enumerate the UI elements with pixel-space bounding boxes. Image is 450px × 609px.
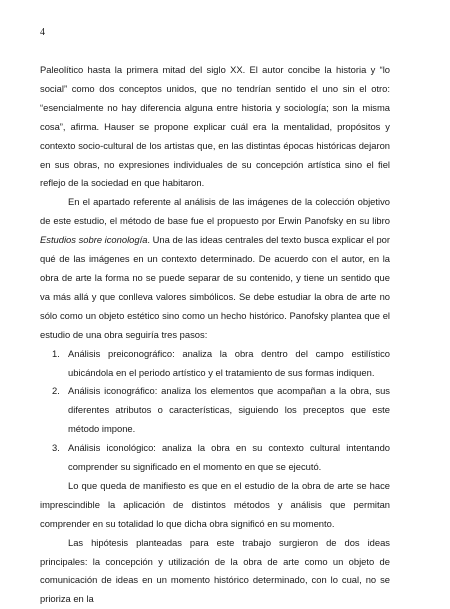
paragraph-conclusion: Lo que queda de manifiesto es que en el estudio de la obra de arte se hace imprescindible la aplicación de distintos métodos y análisis que permitan comprender en su totalidad lo que dicha obra significó en su momento. [40, 479, 390, 529]
body-text [40, 61, 390, 609]
list-item-text: Análisis preiconográfico: analiza la obra dentro del campo estilístico ubicándola en el periodo artístico y el tratamiento de sus formas indiquen. [68, 347, 390, 378]
paragraph-panofsky-method [40, 193, 390, 344]
paragraph-panofsky-rest: . Una de las ideas centrales del texto busca explicar el por qué de las imágenes en un contexto determinado. De acuerdo con el autor, en la obra de arte la forma no se puede separar de su contenido, y tiene un sentido que va más allá y que conlleva valores simbólicos. Se debe estudiar la obra de arte no sólo como un objeto estético sino como un hecho histórico. Panofsky plantea que el estudio de una obra seguiría tres pasos: [40, 234, 391, 340]
list-item-iconographic [40, 382, 390, 439]
paragraph-hauser: Paleolítico hasta la primera mitad del siglo XX. El autor concibe la historia y “lo social” como dos conceptos unidos, que no tendrían sentido el uno sin el otro: “esencialmente no hay diferencia alguna entre historia y sociología; son la misma cosa”, afirma. Hauser se propone explicar cuál era la mentalidad, propósitos y contexto socio-cultural de los artistas que, en las distintas épocas históricas dejaron en sus obras, no expresiones individuales de su concepción artística sino el fiel reflejo de la sociedad en que habitaron. [40, 64, 390, 189]
list-item-preiconographic [40, 345, 390, 383]
analysis-steps-list [40, 345, 390, 477]
list-item-text: Análisis iconológico: analiza la obra en su contexto cultural intentando comprender su significado en el momento en que se ejecutó. [68, 442, 390, 473]
list-marker: 1. [52, 347, 60, 359]
book-title: Estudios sobre iconología [40, 234, 148, 246]
list-marker: 3. [52, 442, 60, 454]
paragraph-hypotheses: Las hipótesis planteadas para este trabajo surgieron de dos ideas principales: la concepción y utilización de la obra de arte como un objeto de comunicación de ideas en un momento histórico determinado, con lo cual, no se prioriza en la [40, 536, 390, 605]
page-number: 4 [40, 27, 45, 38]
list-marker: 2. [52, 385, 60, 397]
paragraph-panofsky-intro: En el apartado referente al análisis de las imágenes de la colección objetivo de este estudio, el método de base fue el propuesto por Erwin Panofsky en su libro [40, 196, 390, 227]
list-item-text: Análisis iconográfico: analiza los elementos que acompañan a la obra, sus diferentes atributos o características, siguiendo los preceptos que este método impone. [68, 385, 390, 435]
list-item-iconological [40, 439, 390, 477]
